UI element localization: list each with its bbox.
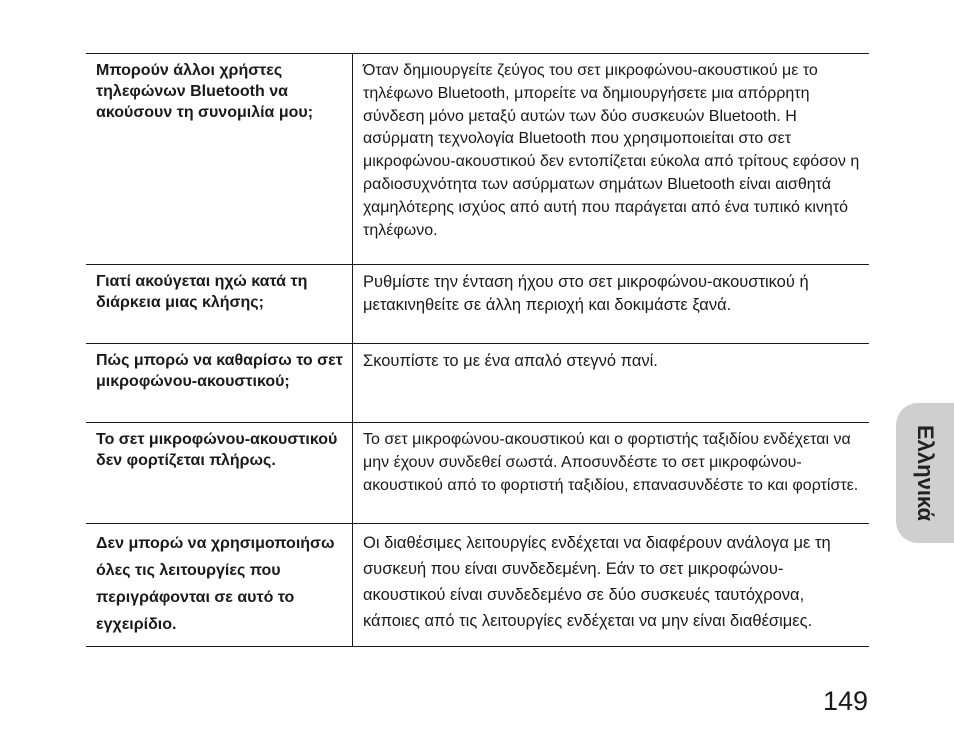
faq-question: Το σετ μικροφώνου-ακουστικού δεν φορτίζεται πλήρως. (86, 423, 353, 524)
faq-answer: Ρυθμίστε την ένταση ήχου στο σετ μικροφώνου-ακουστικού ή μετακινηθείτε σε άλλη περιοχή και δοκιμάστε ξανά. (363, 273, 809, 314)
faq-answer: Σκουπίστε το με ένα απαλό στεγνό πανί. (363, 352, 658, 370)
faq-row (86, 54, 869, 265)
faq-table (86, 53, 869, 647)
faq-question: Δεν μπορώ να χρησιμοποιήσω όλες τις λειτουργίες που περιγράφονται σε αυτό το εγχειρίδιο. (86, 524, 353, 647)
faq-row (86, 265, 869, 344)
faq-row (86, 344, 869, 423)
faq-question: Πώς μπορώ να καθαρίσω το σετ μικροφώνου-ακουστικού; (86, 344, 353, 423)
faq-question: Μπορούν άλλοι χρήστες τηλεφώνων Bluetooth να ακούσουν τη συνομιλία μου; (86, 54, 353, 265)
faq-answer: Όταν δημιουργείτε ζεύγος του σετ μικροφώνου-ακουστικού με το τηλέφωνο Bluetooth, μπορείτε να δημιουργήσετε μια απόρρητη σύνδεση μόνο μεταξύ αυτών των δύο συσκευών Bluetooth. Η ασύρματη τεχνολογία Bluetooth που χρησιμοποιείται στο σετ μικροφώνου-ακουστικού δεν εντοπίζεται εύκολα από τρίτους εφόσον η ραδιοσυχνότητα των ασύρματων σημάτων Bluetooth είναι αισθητά χαμηλότερης ισχύος από αυτή που παράγεται από ένα τυπικό κινητό τηλέφωνο. (363, 62, 860, 239)
language-side-tab (896, 403, 954, 543)
faq-row (86, 524, 869, 647)
faq-answer: Οι διαθέσιμες λειτουργίες ενδέχεται να διαφέρουν ανάλογα με τη συσκευή που είναι συνδεδεμένη. Εάν το σετ μικροφώνου-ακουστικού είναι συνδεδεμένο σε δύο συσκευές ταυτόχρονα, κάποιες από τις λειτουργίες ενδέχεται να μην είναι διαθέσιμες. (363, 534, 831, 630)
faq-answer: Το σετ μικροφώνου-ακουστικού και ο φορτιστής ταξιδίου ενδέχεται να μην έχουν συνδεθεί σωστά. Αποσυνδέστε το σετ μικροφώνου-ακουστικού από το φορτιστή ταξιδίου, επανασυνδέστε το και φορτίστε. (363, 431, 859, 494)
faq-question: Γιατί ακούγεται ηχώ κατά τη διάρκεια μιας κλήσης; (86, 265, 353, 344)
page-number: 149 (822, 686, 868, 716)
faq-row (86, 423, 869, 524)
language-tab-label: Ελληνικά (913, 425, 938, 521)
